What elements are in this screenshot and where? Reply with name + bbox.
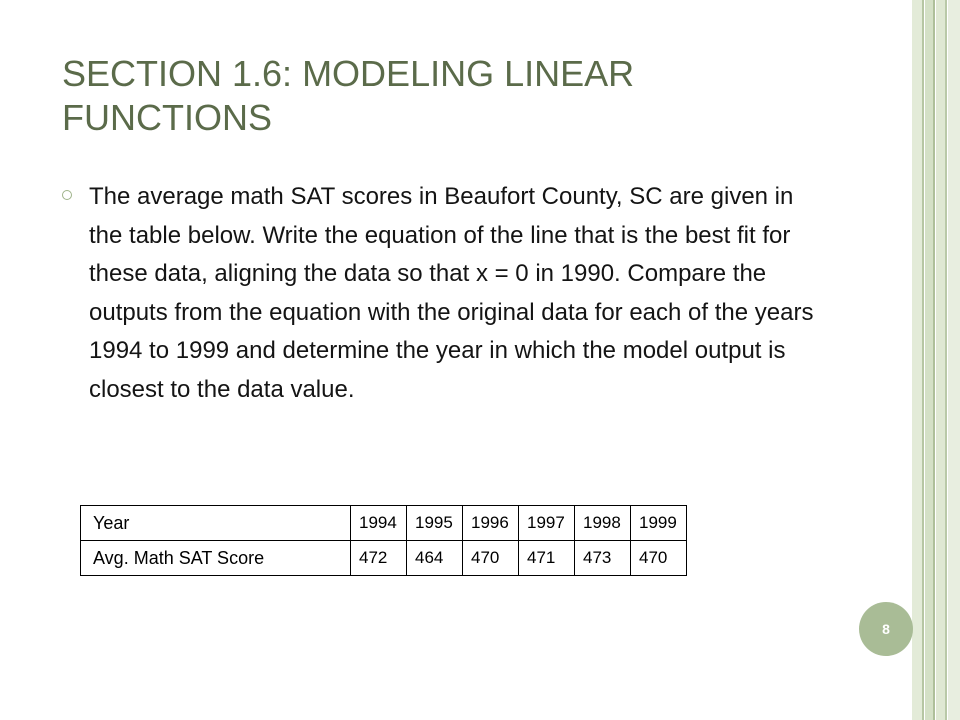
table-row-years: [81, 506, 687, 541]
year-cell: 1994: [351, 506, 407, 541]
score-cell: 473: [575, 541, 631, 576]
score-cell: 464: [407, 541, 463, 576]
slide-title: SECTION 1.6: MODELING LINEAR FUNCTIONS: [62, 53, 635, 138]
decorative-stripes: [912, 0, 960, 720]
page-number: 8: [882, 621, 890, 637]
table-row-scores: [81, 541, 687, 576]
bullet-circle-icon: [62, 190, 72, 200]
bullet-item: [62, 178, 832, 409]
page-number-badge: [859, 602, 913, 656]
year-cell: 1996: [463, 506, 519, 541]
bullet-text: The average math SAT scores in Beaufort County, SC are given in the table below. Write the equation of the line that is the best fit for these data, aligning the data so that x = 0 in 1990. Compare the outputs from the equation with the original data for each of the years 1994 to 1999 and determine the year in which the model output is closest to the data value.: [89, 183, 814, 403]
sat-scores-table: [80, 505, 687, 576]
year-cell: 1999: [631, 506, 687, 541]
year-cell: 1998: [575, 506, 631, 541]
year-cell: 1997: [519, 506, 575, 541]
score-cell: 470: [463, 541, 519, 576]
score-cell: 472: [351, 541, 407, 576]
row-header-score: Avg. Math SAT Score: [81, 541, 351, 576]
row-header-year: Year: [81, 506, 351, 541]
score-cell: 470: [631, 541, 687, 576]
score-cell: 471: [519, 541, 575, 576]
year-cell: 1995: [407, 506, 463, 541]
